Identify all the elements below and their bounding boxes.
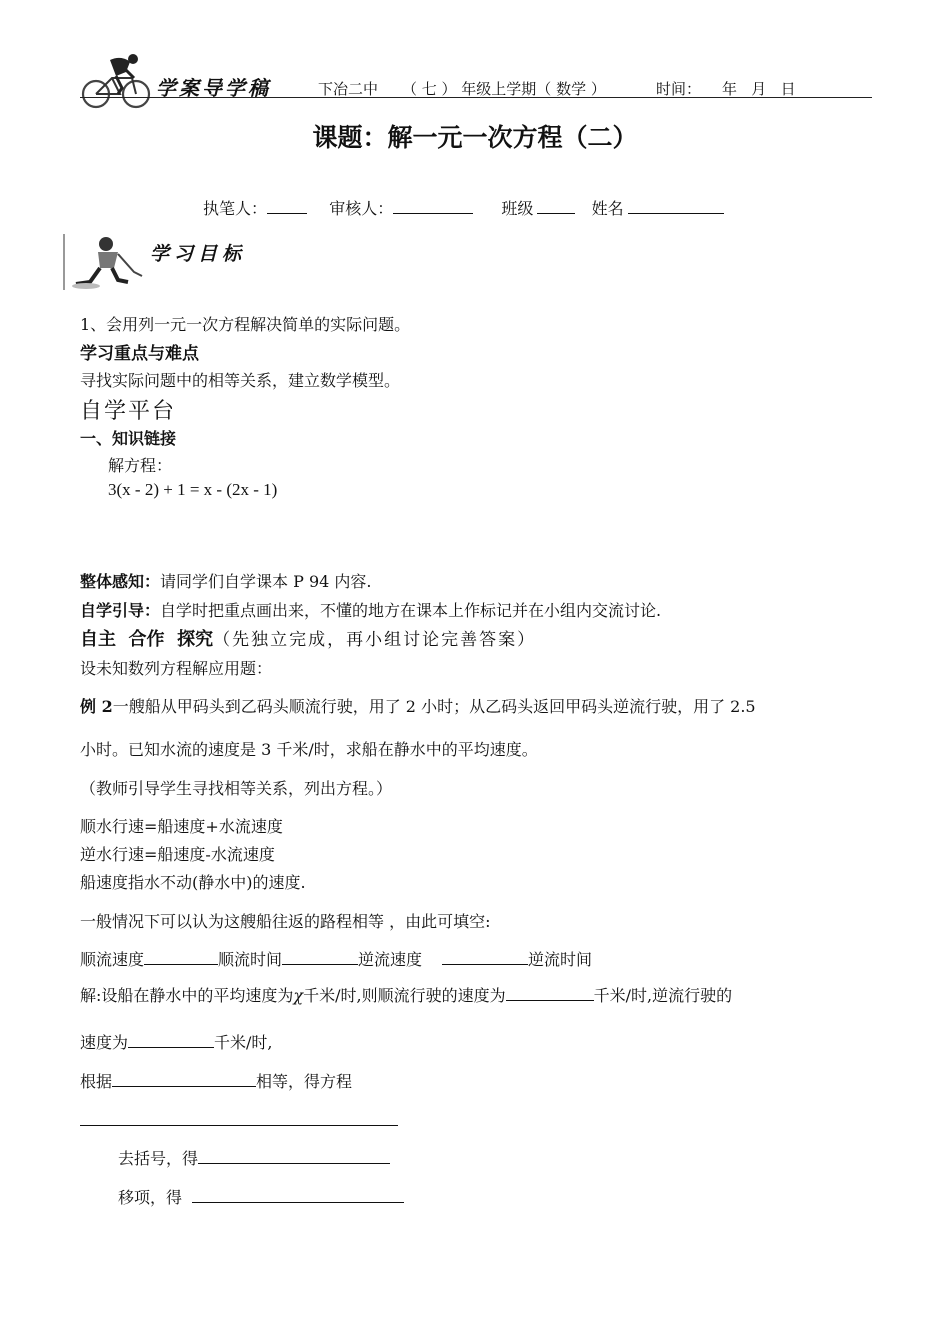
writer-label: 执笔人： — [203, 199, 268, 218]
name-blank[interactable] — [628, 199, 724, 214]
solution-line-2 — [80, 1030, 273, 1053]
platform-heading: 自学平台 — [80, 399, 177, 424]
bracket-step-blank[interactable] — [198, 1149, 390, 1164]
author-line — [203, 196, 724, 219]
solution-1a: 解:设船在静水中的平均速度为 — [80, 986, 294, 1005]
hockey-player-icon — [62, 232, 144, 292]
step-move-label: 移项，得 — [118, 1188, 183, 1207]
downstream-formula: 顺水行速=船速度+水流速度 — [80, 817, 283, 836]
goals-badge: 学习目标 — [150, 243, 247, 265]
reviewer-label: 审核人： — [329, 199, 394, 218]
example-text-1: 一艘船从甲码头到乙码头顺流行驶，用了 2 小时；从乙码头返回甲码头逆流行驶，用了 2.5 — [112, 697, 756, 716]
move-step — [118, 1185, 404, 1208]
explore-note: （先独立完成，再小组讨论完善答案） — [213, 630, 537, 650]
up-speed-blank[interactable] — [442, 950, 528, 965]
upstream-formula: 逆水行速=船速度-水流速度 — [80, 845, 275, 864]
writer-blank[interactable] — [267, 199, 307, 214]
explore-line — [80, 625, 536, 651]
example-text-2: 小时。已知水流的速度是 3 千米/时，求船在静水中的平均速度。 — [80, 740, 538, 759]
solution-1c: 千米/时,逆流行驶的 — [593, 986, 733, 1005]
school-name: 下冶二中 — [318, 80, 379, 98]
page-title: 课题：解一元一次方程（二） — [312, 123, 638, 152]
goal-1: 1、会用列一元一次方程解决简单的实际问题。 — [80, 315, 411, 334]
overall-label: 整体感知： — [80, 572, 161, 591]
link-heading: 一、知识链接 — [80, 429, 177, 448]
overall-line — [80, 569, 372, 592]
down-speed-label: 顺流速度 — [80, 950, 145, 969]
down-time-blank[interactable] — [282, 950, 358, 965]
example-line-1 — [80, 694, 756, 717]
overall-text: 请同学们自学课本 P 94 内容. — [160, 572, 372, 591]
up-time-label: 逆流时间 — [528, 950, 593, 969]
guide-text: 自学时把重点画出来，不懂的地方在课本上作标记并在小组内交流讨论. — [160, 601, 662, 620]
reviewer-blank[interactable] — [393, 199, 473, 214]
basis-a: 根据 — [80, 1072, 113, 1091]
up-speed-label: 逆流速度 — [358, 950, 423, 969]
example-label: 例 2 — [80, 697, 113, 716]
down-speed-blank[interactable] — [144, 950, 218, 965]
basis-b: 相等，得方程 — [256, 1072, 353, 1091]
still-water-note: 船速度指水不动(静水中)的速度. — [80, 873, 306, 892]
basis-line — [80, 1069, 352, 1092]
key-heading: 学习重点与难点 — [80, 344, 199, 364]
teacher-note: （教师引导学生寻找相等关系，列出方程。） — [80, 779, 393, 798]
down-speed-answer-blank[interactable] — [506, 986, 594, 1001]
solve-label: 解方程： — [108, 456, 173, 475]
move-step-blank[interactable] — [192, 1188, 404, 1203]
down-time-label: 顺流时间 — [218, 950, 283, 969]
equation-answer-line[interactable] — [80, 1125, 398, 1126]
header-rule — [80, 97, 872, 98]
cyclist-logo — [80, 48, 152, 110]
intro-text: 设未知数列方程解应用题： — [80, 659, 273, 678]
name-label: 姓名 — [591, 199, 624, 218]
equation: 3(x - 2) + 1 = x - (2x - 1) — [108, 480, 278, 499]
guide-label: 自学引导： — [80, 601, 161, 620]
solution-2a: 速度为 — [80, 1033, 129, 1052]
key-text: 寻找实际问题中的相等关系，建立数学模型。 — [80, 371, 401, 390]
solution-2b: 千米/时, — [214, 1033, 273, 1052]
class-blank[interactable] — [537, 199, 575, 214]
step-brackets-label: 去括号，得 — [118, 1149, 199, 1168]
up-speed-answer-blank[interactable] — [128, 1033, 214, 1048]
time-label: 时间： — [656, 80, 702, 98]
brand-title: 学案导学稿 — [156, 76, 271, 100]
fill-line — [80, 947, 592, 970]
bracket-step — [118, 1146, 390, 1169]
solution-var: χ — [293, 986, 304, 1005]
guide-line — [80, 598, 661, 621]
explore-heading: 自主 合作 探究 — [80, 629, 214, 650]
general-note: 一般情况下可以认为这艘船往返的路程相等 ，由此可填空: — [80, 912, 491, 931]
solution-line-1 — [80, 983, 732, 1006]
class-label: 班级 — [501, 199, 534, 218]
date-field: 年 月 日 — [722, 80, 796, 98]
solution-1b: 千米/时,则顺流行驶的速度为 — [303, 986, 506, 1005]
grade-subject: （ 七 ） 年级上学期（ 数学 ） — [402, 80, 606, 98]
basis-blank[interactable] — [112, 1072, 256, 1087]
